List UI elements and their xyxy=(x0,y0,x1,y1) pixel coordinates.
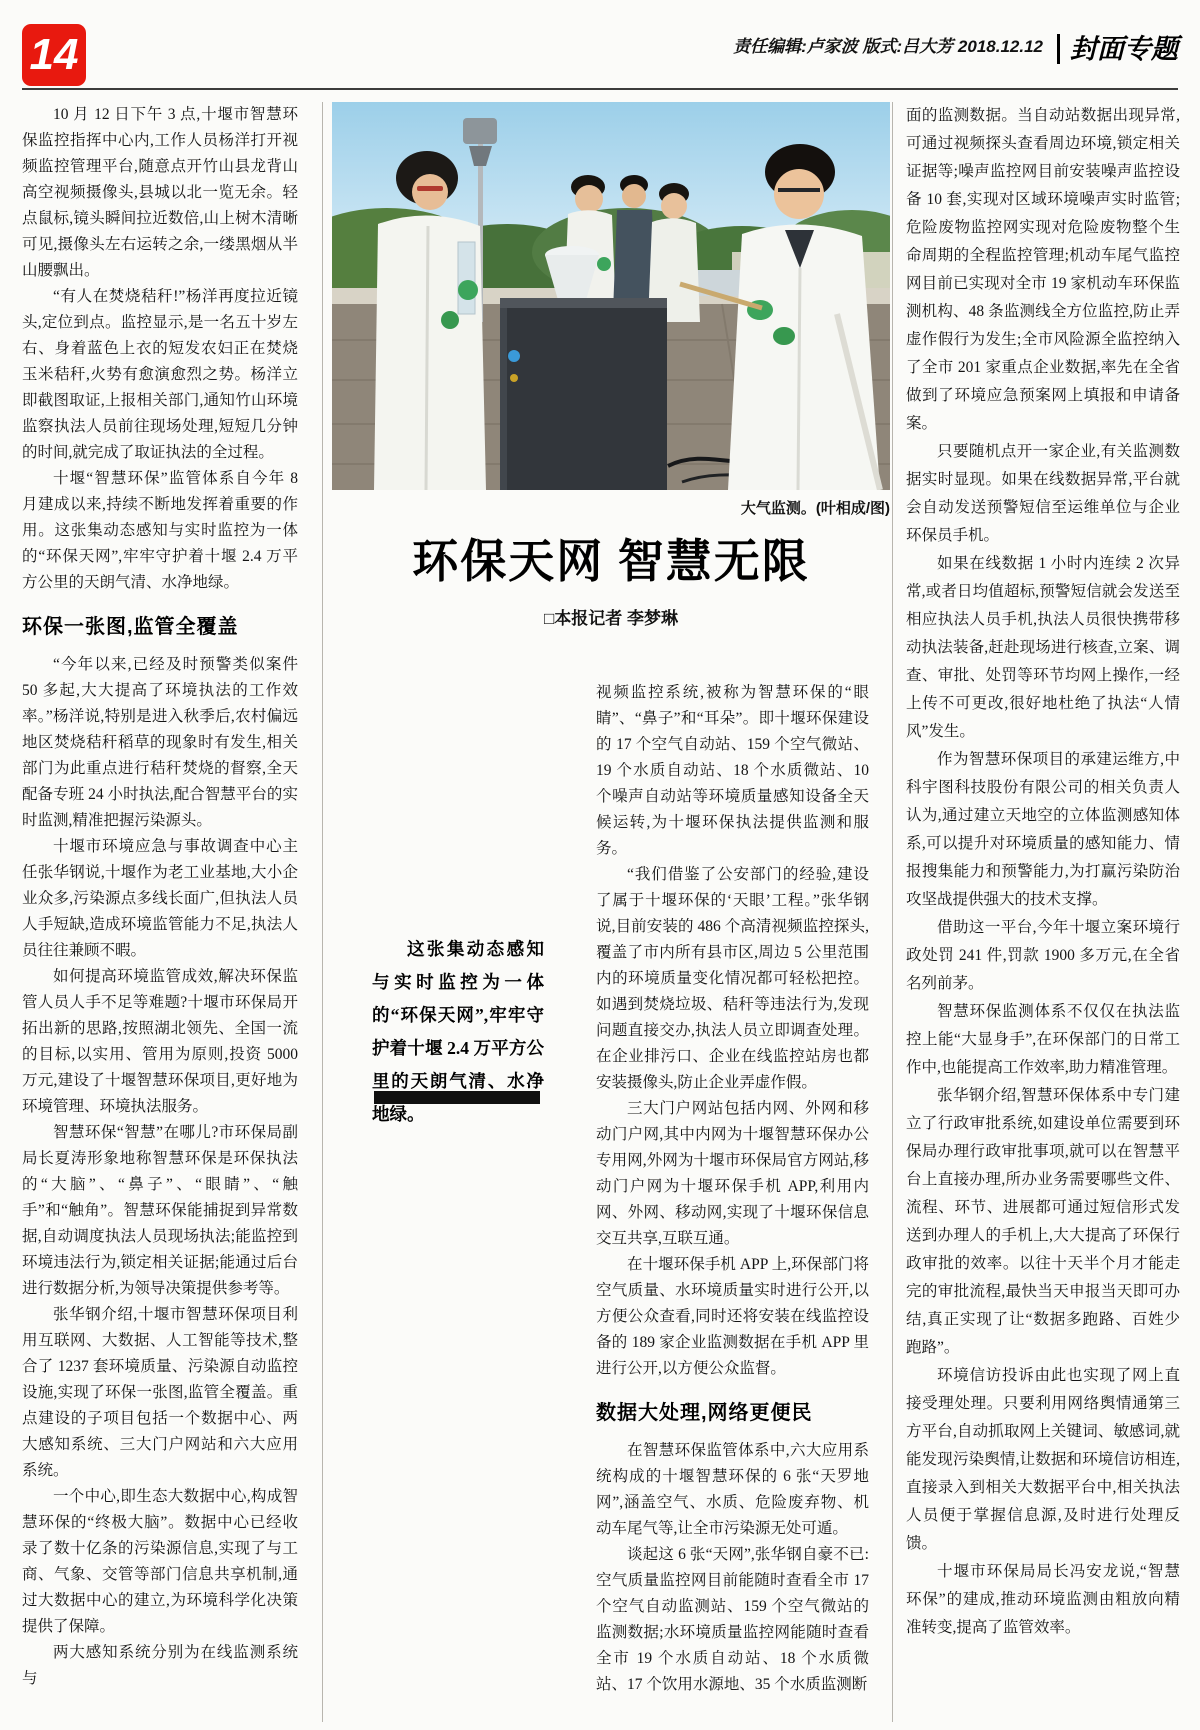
section-heading: 数据大处理,网络更便民 xyxy=(596,1402,813,1424)
middle-column xyxy=(596,680,869,1725)
page-number-badge: 14 xyxy=(22,24,86,86)
body-paragraph: 十堰市环境应急与事故调查中心主任张华钢说,十堰作为老工业基地,大小企业众多,污染源点多线长面广,但执法人员人手短缺,造成环境监管能力不足,执法人员往往兼顾不暇。 xyxy=(22,838,298,959)
section-heading: 环保一张图,监管全覆盖 xyxy=(22,616,239,638)
body-paragraph: 在智慧环保监管体系中,六大应用系统构成的十堰智慧环保的 6 张“天罗地网”,涵盖空气、水质、危险废弃物、机动车尾气等,让全市污染源无处可遁。 xyxy=(596,1442,869,1537)
body-paragraph: 张华钢介绍,十堰市智慧环保项目利用互联网、大数据、人工智能等技术,整合了 1237 套环境质量、污染源自动监控设施,实现了环保一张图,监管全覆盖。重点建设的子项目包括一个数据中心、两大感知系统、三大门户网站和六大应用系统。 xyxy=(22,1306,298,1479)
body-paragraph: 作为智慧环保项目的承建运维方,中科宇图科技股份有限公司的相关负责人认为,通过建立天地空的立体监测感知体系,可以提升对环境质量的感知能力、情报搜集能力和预警能力,为打赢污染防治攻坚战提供强大的技术支撑。 xyxy=(906,751,1180,908)
body-paragraph: 如何提高环境监管成效,解决环保监管人员人手不足等难题?十堰市环保局开拓出新的思路,按照湖北领先、全国一流的目标,以实用、管用为原则,投资 5000 万元,建设了十堰智慧环保项目,更好地为环境管理、环境执法服务。 xyxy=(22,968,298,1115)
article-headline: 环保天网 智慧无限 xyxy=(412,536,810,587)
edition-info: 责任编辑:卢家波 版式:吕大芳 2018.12.12 xyxy=(733,37,1043,56)
news-photo-illustration xyxy=(332,102,890,490)
header-rule xyxy=(22,88,1178,90)
body-paragraph: 谈起这 6 张“天网”,张华钢自豪不已:空气质量监控网目前能随时查看全市 17 个空气自动监测站、159 个空气微站的监测数据;水环境质量监控网能随时查看全市 19 个水质自动站、18 个水质微站、17 个饮用水源地、35 个水质监测断 xyxy=(596,1546,869,1693)
column-divider xyxy=(892,102,893,1722)
news-photo xyxy=(332,102,890,490)
body-paragraph: 一个中心,即生态大数据中心,构成智慧环保的“终极大脑”。数据中心已经收录了数十亿条的污染源信息,实现了与工商、气象、交管等部门信息共享机制,通过大数据中心的建立,为环境科学化决策提供了保障。 xyxy=(22,1488,298,1635)
article-byline: □本报记者 李梦琳 xyxy=(544,609,678,628)
body-paragraph: 10 月 12 日下午 3 点,十堰市智慧环保监控指挥中心内,工作人员杨洋打开视频监控管理平台,随意点开竹山县龙背山高空视频摄像头,县城以北一览无余。轻点鼠标,镜头瞬间拉近数倍,山上树木清晰可见,摄像头左右运转之余,一缕黑烟从半山腰飘出。 xyxy=(22,106,298,279)
body-paragraph: “我们借鉴了公安部门的经验,建设了属于十堰环保的‘天眼’工程。”张华钢说,目前安装的 486 个高清视频监控探头,覆盖了市内所有县市区,周边 5 公里范围内的环境质量变化情况都可轻松把控。如遇到焚烧垃圾、秸秆等违法行为,发现问题直接交办,执法人员立即调查处理。在企业排污口、企业在线监控站房也都安装摄像头,防止企业弄虚作假。 xyxy=(596,866,869,1091)
body-paragraph: 智慧环保监测体系不仅仅在执法监控上能“大显身手”,在环保部门的日常工作中,也能提高工作效率,助力精准管理。 xyxy=(906,1003,1180,1076)
body-paragraph: 张华钢介绍,智慧环保体系中专门建立了行政审批系统,如建设单位需要到环保局办理行政审批事项,就可以在智慧平台上直接办理,所办业务需要哪些文件、流程、环节、进展都可通过短信形式发送到办理人的手机上,大大提高了环保行政审批的效率。以往十天半个月才能走完的审批流程,最快当天申报当天即可办结,真正实现了让“数据多跑路、百姓少跑路”。 xyxy=(906,1087,1180,1356)
body-paragraph: 如果在线数据 1 小时内连续 2 次异常,或者日均值超标,预警短信就会发送至相应执法人员手机,执法人员很快携带移动执法装备,赶赴现场进行核查,立案、调查、审批、处罚等环节均网上操作,一经上传不可更改,很好地杜绝了执法“人情风”发生。 xyxy=(906,555,1180,740)
column-divider xyxy=(322,102,323,1722)
body-paragraph: 十堰市环保局局长冯安龙说,“智慧环保”的建成,推动环境监测由粗放向精准转变,提高了监管效率。 xyxy=(906,1563,1180,1636)
section-label: 封面专题 xyxy=(1057,34,1178,64)
body-paragraph: “今年以来,已经及时预警类似案件 50 多起,大大提高了环境执法的工作效率。”杨洋说,特别是进入秋季后,农村偏远地区焚烧秸秆稻草的现象时有发生,相关部门为此重点进行秸秆焚烧的督察,全天配备专班 24 小时执法,配合智慧平台的实时监测,精准把握污染源头。 xyxy=(22,656,298,829)
body-paragraph: 两大感知系统分别为在线监测系统与 xyxy=(22,1644,298,1687)
body-paragraph: 面的监测数据。当自动站数据出现异常,可通过视频探头查看周边环境,锁定相关证据等;噪声监控网目前安装噪声监控设备 10 套,实现对区域环境噪声实时监管;危险废物监控网实现对危险废物整个生命周期的全程监控管理;机动车尾气监控网目前已实现对全市 19 家机动车环保监测机构、48 条监测线全方位监控,防止弄虚作假行为发生;全市风险源全监控纳入了全市 201 家重点企业数据,率先在全省做到了环境应急预案网上填报和申请备案。 xyxy=(906,107,1180,432)
pull-quote-text: 这张集动态感知与实时监控为一体的“环保天网”,牢牢守护着十堰 2.4 万平方公里的天朗气清、水净地绿。 xyxy=(372,939,544,1124)
body-paragraph: 三大门户网站包括内网、外网和移动门户网,其中内网为十堰智慧环保办公专用网,外网为十堰市环保局官方网站,移动门户网为十堰环保手机 APP,利用内网、外网、移动网,实现了十堰环保信息交互共享,互联互通。 xyxy=(596,1100,869,1247)
left-column xyxy=(22,102,298,1722)
body-paragraph: 只要随机点开一家企业,有关监测数据实时显现。如果在线数据异常,平台就会自动发送预警短信至运维单位与企业环保员手机。 xyxy=(906,443,1180,544)
body-paragraph: 视频监控系统,被称为智慧环保的“眼睛”、“鼻子”和“耳朵”。即十堰环保建设的 17 个空气自动站、159 个空气微站、19 个水质自动站、18 个水质微站、10 个噪声自动站等环境质量感知设备全天候运转,为十堰环保执法提供监测和服务。 xyxy=(596,684,869,857)
body-paragraph: “有人在焚烧秸秆!”杨洋再度拉近镜头,定位到点。监控显示,是一名五十岁左右、身着蓝色上衣的短发农妇正在焚烧玉米秸秆,火势有愈演愈烈之势。杨洋立即截图取证,上报相关部门,通知竹山环境监察执法人员前往现场处理,短短几分钟的时间,就完成了取证执法的全过程。 xyxy=(22,288,298,461)
body-paragraph: 在十堰环保手机 APP 上,环保部门将空气质量、水环境质量实时进行公开,以方便公众查看,同时还将安装在线监控设备的 189 家企业监测数据在手机 APP 里进行公开,以方便公众监督。 xyxy=(596,1256,869,1377)
pull-quote-bar xyxy=(374,1091,540,1104)
masthead xyxy=(478,30,1178,64)
photo-caption: 大气监测。(叶相成/图) xyxy=(740,500,890,517)
body-paragraph: 智慧环保“智慧”在哪儿?市环保局副局长夏涛形象地称智慧环保是环保执法的“大脑”、“鼻子”、“眼睛”、“触手”和“触角”。智慧环保能捕捉到异常数据,自动调度执法人员现场执法;能监控到环境违法行为,锁定相关证据;能通过后台进行数据分析,为领导决策提供参考等。 xyxy=(22,1124,298,1297)
body-paragraph: 借助这一平台,今年十堰立案环境行政处罚 241 件,罚款 1900 多万元,在全省名列前茅。 xyxy=(906,919,1180,992)
body-paragraph: 环境信访投诉由此也实现了网上直接受理处理。只要利用网络舆情通第三方平台,自动抓取网上关键词、敏感词,就能发现污染舆情,让数据和环境信访相连,直接录入到相关大数据平台中,相关执法人员便于掌握信息源,及时进行处理反馈。 xyxy=(906,1367,1180,1552)
body-paragraph: 十堰“智慧环保”监管体系自今年 8 月建成以来,持续不断地发挥着重要的作用。这张集动态感知与实时监控为一体的“环保天网”,牢牢守护着十堰 2.4 万平方公里的天朗气清、水净地绿。 xyxy=(22,470,298,591)
right-column xyxy=(906,102,1180,1725)
